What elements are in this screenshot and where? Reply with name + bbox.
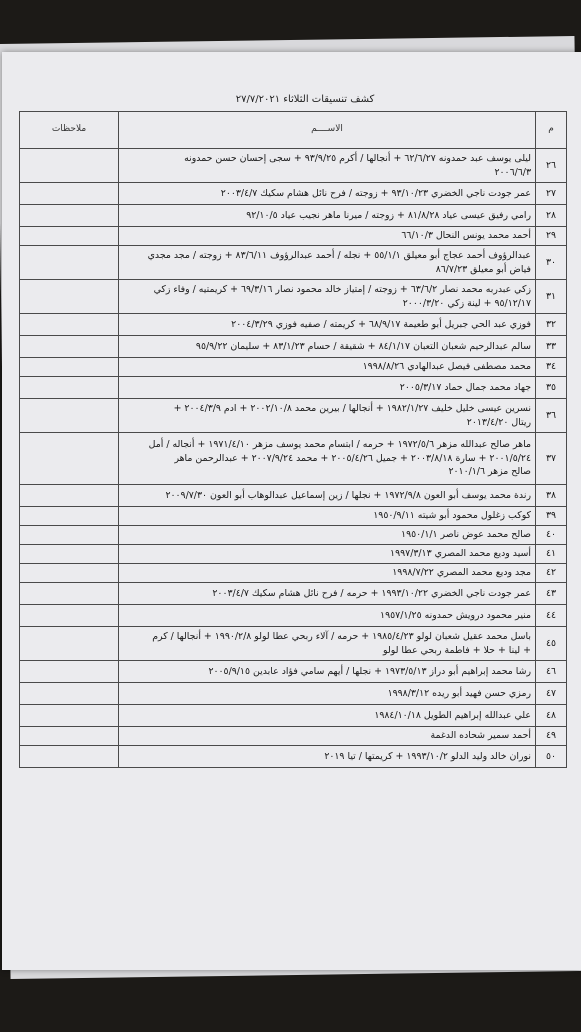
table-row: [20, 746, 567, 768]
row-notes-cell: [20, 183, 119, 205]
row-name-line: أحمد محمد يونس النحال ٦٦/١٠/٣: [401, 230, 531, 242]
table-row: [20, 205, 567, 227]
row-name-cell: [119, 627, 536, 661]
row-name-cell: [119, 377, 536, 399]
table-row: [20, 336, 567, 358]
table-row: [20, 545, 567, 564]
row-notes-cell: [20, 149, 119, 183]
row-name-cell: [119, 358, 536, 377]
table-row: [20, 280, 567, 314]
row-name-line: جهاد محمد جمال حماد ٢٠٠٥/٣/١٧: [399, 381, 531, 393]
table-row: [20, 661, 567, 683]
row-number: ٣٠: [536, 246, 567, 280]
row-name-line: صالح محمد عوض ناصر ١٩٥٠/١/١: [401, 529, 531, 541]
row-name-cell: [119, 526, 536, 545]
row-notes-cell: [20, 399, 119, 433]
row-name-line: محمد مصطفى فيصل عبدالهادي ١٩٩٨/٨/٢٦: [362, 361, 531, 373]
header-name: الاســــم: [119, 112, 536, 149]
table-row: [20, 705, 567, 727]
row-notes-cell: [20, 227, 119, 246]
table-row: [20, 183, 567, 205]
row-notes-cell: [20, 545, 119, 564]
row-name-line: عمر جودت ناجي الخضري ٩٣/١٠/٢٣ + زوجته / فرح نائل هشام سكيك ٢٠٠٣/٤/٧: [220, 187, 531, 199]
row-name-line: رشا محمد إبراهيم أبو دراز ١٩٧٣/٥/١٣ + نجلها / أيهم سامي فؤاد عابدين ٢٠٠٥/٩/١٥: [208, 665, 531, 677]
row-notes-cell: [20, 377, 119, 399]
row-number: ٤٨: [536, 705, 567, 727]
table-row: [20, 627, 567, 661]
row-notes-cell: [20, 627, 119, 661]
row-number: ٤٦: [536, 661, 567, 683]
row-number: ٢٧: [536, 183, 567, 205]
row-number: ٤٩: [536, 727, 567, 746]
row-number: ٣٦: [536, 399, 567, 433]
row-notes-cell: [20, 433, 119, 485]
row-name-line: رندة محمد يوسف أبو العون ١٩٧٢/٩/٨ + نجلها / زين إسماعيل عبدالوهاب أبو العون ٢٠٠٩/٧/٣٠: [165, 489, 531, 501]
row-number: ٥٠: [536, 746, 567, 768]
row-name-cell: [119, 227, 536, 246]
row-number: ٤٢: [536, 564, 567, 583]
table-row: [20, 485, 567, 507]
row-name-line: منير محمود درويش حمدونه ١٩٥٧/١/٢٥: [380, 609, 531, 621]
table-row: [20, 399, 567, 433]
table-row: [20, 605, 567, 627]
roster-body: [20, 149, 567, 768]
row-number: ٤٤: [536, 605, 567, 627]
row-name-cell: [119, 246, 536, 280]
row-notes-cell: [20, 605, 119, 627]
row-notes-cell: [20, 314, 119, 336]
table-row: [20, 358, 567, 377]
row-name-line: رامي رفيق عيسى عياد ٨١/٨/٢٨ + زوجته / ميرنا ماهر نجيب عياد ٩٢/١٠/٥: [246, 209, 531, 221]
row-number: ٣٢: [536, 314, 567, 336]
row-name-cell: [119, 183, 536, 205]
row-number: ٤٠: [536, 526, 567, 545]
row-notes-cell: [20, 746, 119, 768]
row-name-line: ٩٥/١٢/١٧ + لينة زكي ٢٠٠٠/٣/٢٠: [402, 297, 531, 309]
row-name-line: صالح مزهر ٢٠١٠/١/٦: [448, 466, 531, 478]
row-name-line: باسل محمد عقيل شعبان لولو ١٩٨٥/٤/٢٣ + حرمه / آلاء ربحي عطا لولو ١٩٩٠/٢/٨ + أنجالها / كرم: [152, 630, 531, 642]
row-name-cell: [119, 485, 536, 507]
table-row: [20, 507, 567, 526]
row-notes-cell: [20, 358, 119, 377]
row-name-cell: [119, 545, 536, 564]
table-row: [20, 727, 567, 746]
row-number: ٣٣: [536, 336, 567, 358]
row-name-cell: [119, 583, 536, 605]
row-notes-cell: [20, 507, 119, 526]
row-name-line: سالم عبدالرحيم شعبان التعبان ٨٤/١/١٧ + شقيقة / حسام ٨٣/١/٢٣ + سليمان ٩٥/٩/٢٢: [195, 340, 531, 352]
row-number: ٣٧: [536, 433, 567, 485]
table-row: [20, 583, 567, 605]
row-name-cell: [119, 149, 536, 183]
row-number: ٤٧: [536, 683, 567, 705]
row-number: ٢٦: [536, 149, 567, 183]
roster-table: [19, 111, 567, 768]
row-number: ٣٨: [536, 485, 567, 507]
row-name-line: كوكب زغلول محمود أبو شيته ١٩٥٠/٩/١١: [373, 510, 531, 522]
row-name-cell: [119, 433, 536, 485]
row-name-cell: [119, 683, 536, 705]
row-name-line: زكي عبدربه محمد نصار ٦٣/٦/٢ + زوجته / إمتياز خالد محمود نصار ٦٩/٣/١٦ + كريمتيه / وفاء زكي: [153, 283, 531, 295]
row-name-cell: [119, 314, 536, 336]
row-name-cell: [119, 280, 536, 314]
row-name-cell: [119, 705, 536, 727]
row-notes-cell: [20, 526, 119, 545]
row-notes-cell: [20, 336, 119, 358]
row-notes-cell: [20, 661, 119, 683]
row-notes-cell: [20, 683, 119, 705]
row-name-line: نسرين عيسى خليل خليف ١٩٨٢/١/٢٧ + أنجالها / بيرين محمد ٢٠٠٢/١٠/٨ + ادم ٢٠٠٤/٣/٩ +: [173, 402, 531, 414]
row-name-cell: [119, 605, 536, 627]
row-name-line: فياض أبو معيلق ٨٦/٧/٢٣: [435, 263, 531, 275]
row-name-line: أحمد سمير شحاده الدغمة: [430, 730, 531, 742]
row-name-line: عبدالرؤوف أحمد عجاج أبو معيلق ٥٥/١/١ + نجله / أحمد عبدالرؤوف ٨٣/٦/١١ + زوجته / مجد مجدي: [147, 249, 531, 261]
row-notes-cell: [20, 205, 119, 227]
table-row: [20, 433, 567, 485]
row-name-cell: [119, 336, 536, 358]
row-name-line: ريتال ٢٠١٣/٤/٢٠: [466, 416, 531, 428]
table-row: [20, 377, 567, 399]
row-name-cell: [119, 564, 536, 583]
row-name-line: علي عبدالله إبراهيم الطويل ١٩٨٤/١٠/١٨: [374, 709, 531, 721]
row-notes-cell: [20, 280, 119, 314]
row-number: ٣٥: [536, 377, 567, 399]
header-notes: ملاحظات: [20, 112, 119, 149]
row-notes-cell: [20, 246, 119, 280]
row-name-line: رمزي حسن فهيد أبو ريده ١٩٩٨/٣/١٢: [387, 687, 531, 699]
row-name-cell: [119, 205, 536, 227]
table-row: [20, 246, 567, 280]
row-name-cell: [119, 746, 536, 768]
table-row: [20, 227, 567, 246]
row-name-line: ليلى يوسف عبد حمدونه ٦٢/٦/٢٧ + أنجالها / أكرم ٩٣/٩/٢٥ + سجى إحسان حسن حمدونه: [184, 152, 531, 164]
table-row: [20, 149, 567, 183]
row-name-line: + لينا + حلا + فاطمة ربحي عطا لولو: [383, 644, 531, 656]
row-name-cell: [119, 507, 536, 526]
row-name-line: ٢٠٠١/٥/٢٤ + سارة ٢٠٠٣/٨/١٨ + جميل ٢٠٠٥/٤/٢٦ + محمد ٢٠٠٧/٩/٢٤ + عبدالرحمن ماهر: [174, 452, 531, 464]
row-name-line: فوزي عبد الحي جبريل أبو طعيمة ٦٨/٩/١٧ + كريمته / صفيه فوزي ٢٠٠٤/٣/٢٩: [231, 318, 531, 330]
header-number: م: [536, 112, 567, 149]
row-name-line: عمر جودت ناجي الخضري ١٩٩٣/١٠/٢٢ + حرمه / فرح نائل هشام سكيك ٢٠٠٣/٤/٧: [212, 587, 531, 599]
row-notes-cell: [20, 564, 119, 583]
row-name-cell: [119, 399, 536, 433]
table-row: [20, 564, 567, 583]
row-name-line: نوران خالد وليد الدلو ١٩٩٣/١٠/٢ + كريمتها / تيا ٢٠١٩: [324, 750, 531, 762]
row-notes-cell: [20, 485, 119, 507]
row-number: ٤٥: [536, 627, 567, 661]
row-number: ٤١: [536, 545, 567, 564]
table-row: [20, 314, 567, 336]
row-notes-cell: [20, 583, 119, 605]
row-name-line: ماهر صالح عبدالله مزهر ١٩٧٢/٥/٦ + حرمه / ابتسام محمد يوسف مزهر ١٩٧١/٤/١٠ + أنجاله / أمل: [148, 439, 531, 451]
row-number: ٣١: [536, 280, 567, 314]
row-name-line: أسيد وديع محمد المصري ١٩٩٧/٣/١٣: [390, 548, 531, 560]
row-name-line: ٢٠٠٦/٦/٣: [494, 166, 531, 178]
row-name-cell: [119, 727, 536, 746]
row-number: ٢٨: [536, 205, 567, 227]
row-notes-cell: [20, 705, 119, 727]
row-name-line: مجد وديع محمد المصري ١٩٩٨/٧/٢٢: [392, 567, 531, 579]
table-header-row: [20, 112, 567, 149]
row-number: ٣٤: [536, 358, 567, 377]
table-row: [20, 526, 567, 545]
row-number: ٢٩: [536, 227, 567, 246]
row-name-cell: [119, 661, 536, 683]
row-notes-cell: [20, 727, 119, 746]
row-number: ٤٣: [536, 583, 567, 605]
row-number: ٣٩: [536, 507, 567, 526]
document-title: كشف تنسيقات الثلاثاء ٢٧/٧/٢٠٢١: [235, 94, 375, 105]
table-row: [20, 683, 567, 705]
